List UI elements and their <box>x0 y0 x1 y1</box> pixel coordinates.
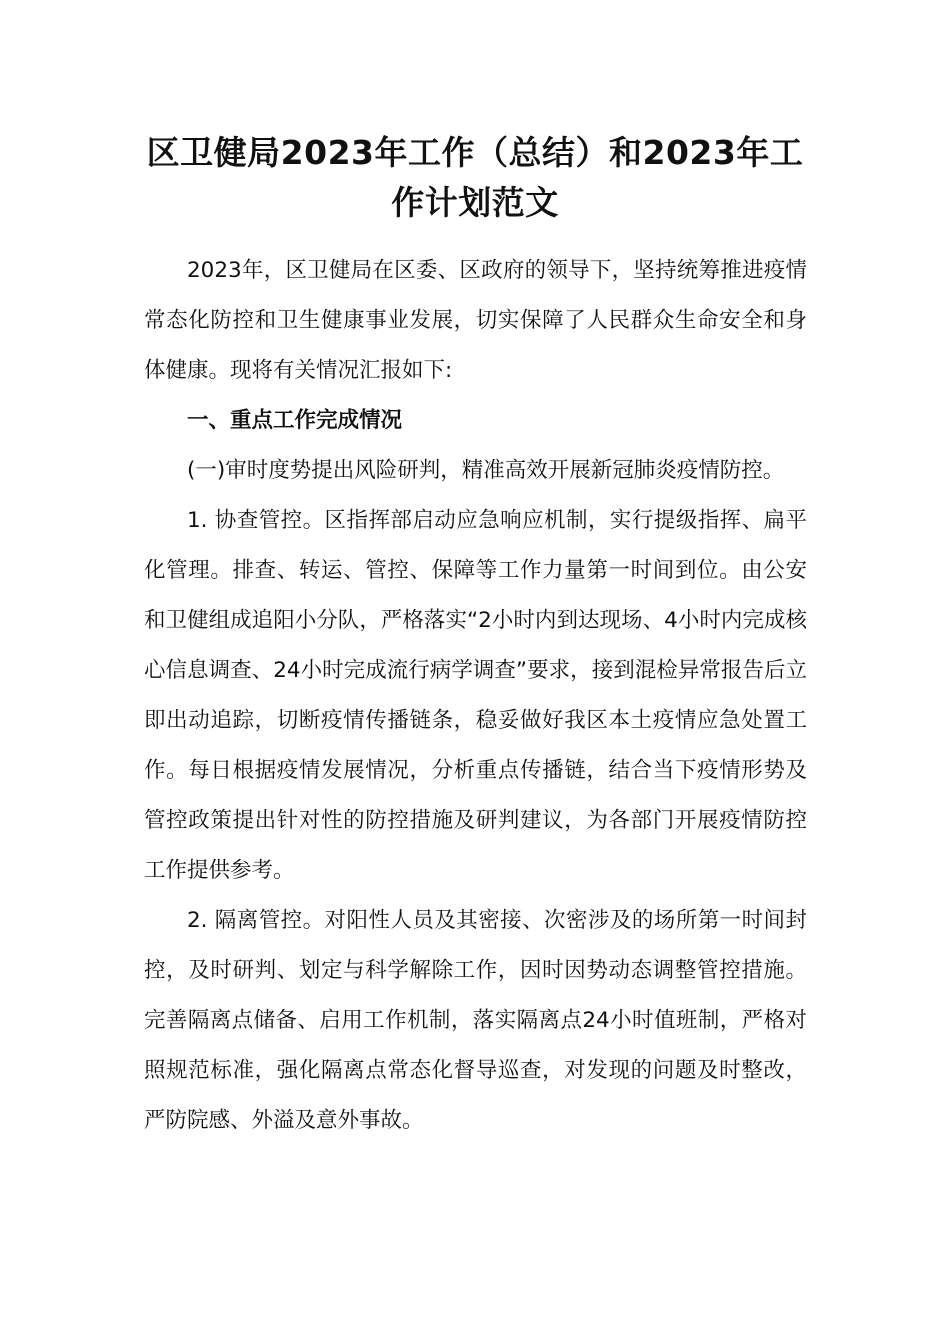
intro-paragraph: 2023年，区卫健局在区委、区政府的领导下，坚持统筹推进疫情常态化防控和卫生健康事业发展，切实保障了人民群众生命安全和身体健康。现将有关情况汇报如下: <box>144 258 807 383</box>
document-body <box>144 246 807 1146</box>
subsection-heading-epidemic-control: (一)审时度势提出风险研判，精准高效开展新冠肺炎疫情防控。 <box>187 458 785 483</box>
paragraph-isolation-control: 2. 隔离管控。对阳性人员及其密接、次密涉及的场所第一时间封控，及时研判、划定与科学解除工作，因时因势动态调整管控措施。完善隔离点储备、启用工作机制，落实隔离点24小时值班制，严格对照规范标准，强化隔离点常态化督导巡查，对发现的问题及时整改，严防院感、外溢及意外事故。 <box>144 908 807 1133</box>
document-title: 区卫健局2023年工作（总结）和2023年工作计划范文 <box>146 133 804 222</box>
paragraph-coordination-control: 1. 协查管控。区指挥部启动应急响应机制，实行提级指挥、扁平化管理。排查、转运、管控、保障等工作力量第一时间到位。由公安和卫健组成追阳小分队，严格落实“2小时内到达现场、4小时内完成核心信息调查、24小时完成流行病学调查”要求，接到混检异常报告后立即出动追踪，切断疫情传播链条，稳妥做好我区本土疫情应急处置工作。每日根据疫情发展情况，分析重点传播链，结合当下疫情形势及管控政策提出针对性的防控措施及研判建议，为各部门开展疫情防控工作提供参考。 <box>144 508 807 883</box>
section-heading-key-work: 一、重点工作完成情况 <box>187 408 403 433</box>
